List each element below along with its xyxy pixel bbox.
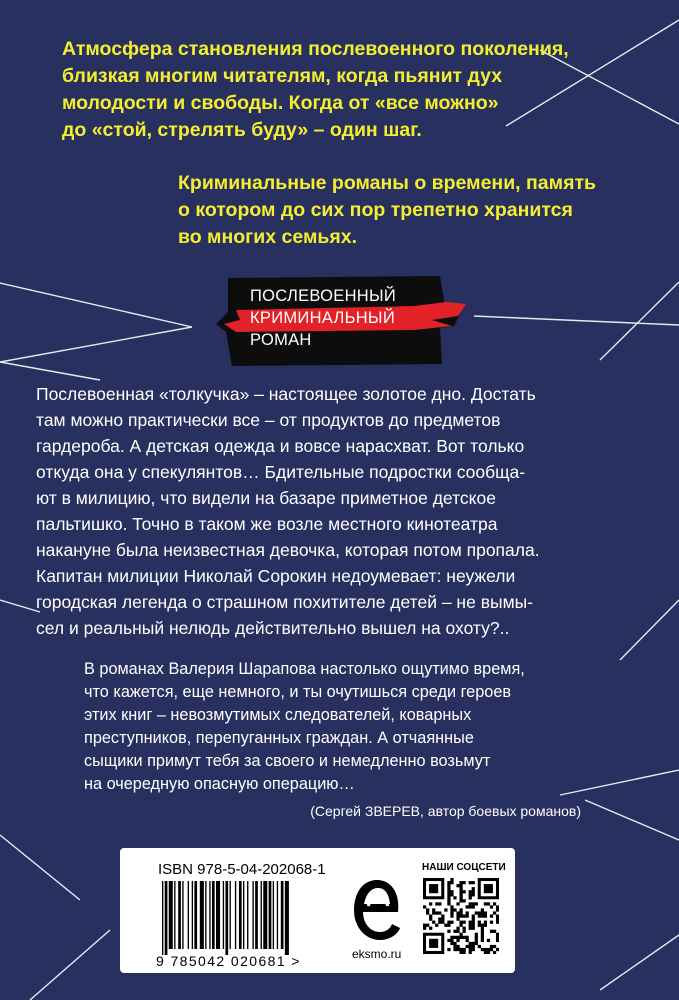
- qr-module: [447, 921, 450, 924]
- series-badge: [214, 272, 474, 368]
- qr-module: [447, 896, 450, 899]
- qr-module: [490, 905, 493, 908]
- qr-module: [472, 927, 475, 930]
- qr-module: [496, 939, 499, 942]
- qr-module: [469, 951, 472, 954]
- qr-module: [456, 939, 459, 942]
- qr-module: [490, 914, 493, 917]
- qr-module: [450, 921, 453, 924]
- qr-module: [481, 911, 484, 914]
- qr-module: [496, 908, 499, 911]
- qr-finder: [484, 884, 493, 893]
- qr-module: [484, 948, 487, 951]
- qr-module: [469, 948, 472, 951]
- qr-module: [490, 930, 493, 933]
- qr-module: [429, 927, 432, 930]
- qr-module: [493, 902, 496, 905]
- qr-module: [472, 887, 475, 890]
- qr-module: [484, 951, 487, 954]
- qr-module: [496, 921, 499, 924]
- qr-code[interactable]: [423, 878, 499, 954]
- qr-module: [447, 890, 450, 893]
- qr-module: [456, 927, 459, 930]
- qr-module: [463, 921, 466, 924]
- qr-module: [469, 881, 472, 884]
- barcode-bar: [281, 881, 284, 949]
- barcode-bar: [255, 881, 258, 949]
- qr-module: [490, 948, 493, 951]
- qr-module: [450, 908, 453, 911]
- eksmo-logo-icon: [350, 876, 404, 944]
- qr-module: [472, 905, 475, 908]
- qr-module: [475, 942, 478, 945]
- qr-module: [466, 905, 469, 908]
- barcode-bar: [225, 881, 228, 955]
- qr-module: [472, 948, 475, 951]
- qr-module: [481, 933, 484, 936]
- qr-module: [438, 911, 441, 914]
- qr-module: [463, 951, 466, 954]
- qr-module: [450, 893, 453, 896]
- barcode-bar: [194, 881, 197, 949]
- qr-module: [472, 918, 475, 921]
- barcode-bar: [261, 881, 262, 949]
- qr-module: [456, 911, 459, 914]
- qr-module: [447, 939, 450, 942]
- qr-module: [456, 902, 459, 905]
- qr-module: [423, 924, 426, 927]
- qr-module: [463, 948, 466, 951]
- qr-module: [447, 881, 450, 884]
- barcode-bar: [162, 881, 163, 955]
- qr-module: [441, 921, 444, 924]
- qr-module: [496, 914, 499, 917]
- barcode-bar: [209, 881, 210, 949]
- qr-module: [441, 914, 444, 917]
- qr-module: [463, 899, 466, 902]
- qr-module: [475, 936, 478, 939]
- qr-module: [450, 878, 453, 881]
- qr-module: [459, 884, 462, 887]
- qr-module: [481, 939, 484, 942]
- qr-module: [450, 890, 453, 893]
- qr-module: [447, 884, 450, 887]
- qr-module: [487, 902, 490, 905]
- review-quote: В романах Валерия Шарапова настолько ощутимо время, что кажется, еще немного, и ты очутишься среди героев этих книг – невозмутимых следователей, коварных преступников, перепуганных граждан. А отчаянные сыщики примут тебя за своего и немедленно возьмут на очередную опасную операцию…: [84, 660, 525, 793]
- qr-module: [459, 881, 462, 884]
- qr-module: [463, 927, 466, 930]
- barcode-bar: [212, 881, 215, 949]
- qr-module: [429, 914, 432, 917]
- qr-module: [450, 914, 453, 917]
- qr-module: [441, 918, 444, 921]
- qr-module: [426, 908, 429, 911]
- intro-paragraph-2: Криминальные романы о времени, память о котором до сих пор трепетно хранится во многих семьях.: [178, 172, 596, 248]
- qr-module: [487, 939, 490, 942]
- qr-module: [444, 924, 447, 927]
- qr-module: [466, 936, 469, 939]
- barcode-bar: [269, 881, 272, 949]
- qr-module: [478, 911, 481, 914]
- qr-module: [447, 887, 450, 890]
- barcode-digits: 9 785042 020681 >: [156, 953, 301, 969]
- qr-module: [456, 884, 459, 887]
- qr-module: [478, 921, 481, 924]
- qr-module: [487, 951, 490, 954]
- qr-module: [475, 939, 478, 942]
- qr-module: [466, 945, 469, 948]
- qr-module: [447, 930, 450, 933]
- qr-module: [432, 921, 435, 924]
- qr-module: [466, 914, 469, 917]
- qr-module: [459, 921, 462, 924]
- qr-module: [484, 902, 487, 905]
- barcode-bar: [252, 881, 253, 949]
- qr-module: [466, 911, 469, 914]
- qr-module: [450, 939, 453, 942]
- synopsis: Послевоенная «толкучка» – настоящее золотое дно. Достать там можно практически все – от продуктов до предметов гардероба. А детская одежда и вовсе нарасхват. Вот только откуда она у спекулянтов… Бдительные подростки сообща- ют в милицию, что видели на базаре приметное детское пальтишко. Точно в таком же возле местного кинотеатра накануне была неизвестная девочка, которая потом пропала. Капитан милиции Николай Сорокин недоумевает: неужели городская легенда о страшном похитителе детей – не вымы- сел и реальный нелюдь действительно вышел на охоту?..: [36, 384, 540, 638]
- qr-module: [432, 911, 435, 914]
- qr-module: [459, 899, 462, 902]
- qr-module: [456, 945, 459, 948]
- barcode-bar: [178, 881, 181, 949]
- qr-module: [469, 921, 472, 924]
- qr-module: [493, 945, 496, 948]
- qr-module: [469, 890, 472, 893]
- qr-module: [450, 936, 453, 939]
- qr-module: [481, 914, 484, 917]
- publisher-site[interactable]: eksmo.ru: [352, 947, 402, 961]
- qr-module: [450, 881, 453, 884]
- barcode-bar: [216, 881, 220, 949]
- qr-module: [459, 924, 462, 927]
- qr-module: [453, 948, 456, 951]
- qr-module: [459, 948, 462, 951]
- qr-module: [484, 921, 487, 924]
- qr-module: [435, 902, 438, 905]
- qr-module: [469, 945, 472, 948]
- barcode-bar: [192, 881, 193, 949]
- qr-module: [459, 887, 462, 890]
- qr-module: [481, 924, 484, 927]
- qr-module: [472, 890, 475, 893]
- barcode-bar: [243, 881, 244, 949]
- qr-module: [493, 930, 496, 933]
- qr-module: [456, 936, 459, 939]
- qr-module: [447, 948, 450, 951]
- qr-module: [496, 948, 499, 951]
- barcode-bar: [230, 881, 231, 949]
- qr-module: [469, 924, 472, 927]
- qr-module: [429, 918, 432, 921]
- qr-module: [472, 893, 475, 896]
- qr-module: [484, 911, 487, 914]
- qr-module: [469, 905, 472, 908]
- qr-module: [426, 911, 429, 914]
- barcode: [160, 881, 340, 955]
- qr-module: [475, 902, 478, 905]
- social-label: НАШИ СОЦСЕТИ: [422, 862, 506, 873]
- barcode-bar: [235, 881, 236, 949]
- qr-module: [472, 921, 475, 924]
- qr-module: [472, 914, 475, 917]
- qr-module: [481, 927, 484, 930]
- qr-module: [453, 908, 456, 911]
- qr-module: [423, 905, 426, 908]
- qr-module: [459, 933, 462, 936]
- qr-module: [496, 936, 499, 939]
- qr-module: [466, 939, 469, 942]
- qr-module: [475, 911, 478, 914]
- qr-module: [438, 918, 441, 921]
- barcode-bar: [188, 881, 189, 949]
- qr-module: [453, 942, 456, 945]
- barcode-bar: [205, 881, 206, 949]
- qr-module: [472, 924, 475, 927]
- barcode-bar: [174, 881, 175, 949]
- qr-module: [463, 914, 466, 917]
- qr-module: [481, 948, 484, 951]
- qr-module: [481, 930, 484, 933]
- isbn: ISBN 978-5-04-202068-1: [158, 861, 326, 878]
- qr-module: [490, 921, 493, 924]
- barcode-bar: [273, 881, 274, 949]
- barcode-bar: [247, 881, 248, 949]
- qr-module: [490, 945, 493, 948]
- qr-module: [459, 893, 462, 896]
- qr-finder: [429, 939, 438, 948]
- qr-module: [450, 942, 453, 945]
- qr-module: [453, 930, 456, 933]
- qr-module: [456, 930, 459, 933]
- qr-module: [435, 911, 438, 914]
- qr-module: [447, 902, 450, 905]
- qr-module: [429, 902, 432, 905]
- qr-module: [447, 899, 450, 902]
- qr-module: [432, 908, 435, 911]
- qr-module: [450, 911, 453, 914]
- qr-module: [423, 927, 426, 930]
- qr-module: [456, 914, 459, 917]
- qr-finder: [429, 884, 438, 893]
- qr-module: [444, 908, 447, 911]
- qr-module: [478, 924, 481, 927]
- intro-paragraph: Атмосфера становления послевоенного поколения, близкая многим читателям, когда пьянит дух молодости и свободы. Когда от «все можно» до «стой, стрелять буду» – один шаг.: [62, 38, 569, 141]
- qr-module: [478, 914, 481, 917]
- qr-module: [459, 911, 462, 914]
- qr-module: [478, 945, 481, 948]
- qr-module: [438, 902, 441, 905]
- barcode-bar: [263, 881, 267, 949]
- qr-module: [472, 945, 475, 948]
- qr-module: [456, 948, 459, 951]
- qr-module: [463, 890, 466, 893]
- qr-module: [493, 951, 496, 954]
- qr-module: [463, 936, 466, 939]
- qr-module: [463, 881, 466, 884]
- barcode-bar: [277, 881, 278, 949]
- qr-module: [463, 930, 466, 933]
- qr-module: [435, 924, 438, 927]
- qr-module: [484, 924, 487, 927]
- qr-module: [481, 908, 484, 911]
- qr-module: [456, 918, 459, 921]
- qr-module: [469, 893, 472, 896]
- qr-module: [496, 905, 499, 908]
- qr-module: [481, 936, 484, 939]
- barcode-bar: [239, 881, 242, 949]
- qr-module: [453, 896, 456, 899]
- qr-module: [447, 893, 450, 896]
- qr-module: [484, 914, 487, 917]
- barcode-bar: [200, 881, 204, 949]
- qr-module: [450, 905, 453, 908]
- qr-module: [447, 924, 450, 927]
- qr-module: [496, 933, 499, 936]
- qr-module: [438, 921, 441, 924]
- qr-module: [469, 902, 472, 905]
- qr-module: [493, 911, 496, 914]
- qr-module: [472, 902, 475, 905]
- qr-module: [453, 945, 456, 948]
- qr-module: [459, 914, 462, 917]
- qr-module: [459, 908, 462, 911]
- review-author: (Сергей ЗВЕРЕВ, автор боевых романов): [310, 803, 581, 819]
- qr-module: [472, 942, 475, 945]
- qr-module: [459, 896, 462, 899]
- qr-module: [426, 924, 429, 927]
- qr-module: [469, 896, 472, 899]
- qr-module: [475, 933, 478, 936]
- series-label: ПОСЛЕВОЕННЫЙ КРИМИНАЛЬНЫЙ РОМАН: [250, 287, 397, 349]
- barcode-bar: [165, 881, 168, 955]
- qr-module: [496, 918, 499, 921]
- qr-module: [472, 881, 475, 884]
- barcode-bar: [223, 881, 224, 949]
- barcode-bar: [285, 881, 289, 955]
- barcode-bar: [182, 881, 183, 949]
- barcode-bar: [169, 881, 173, 949]
- qr-module: [453, 936, 456, 939]
- qr-module: [469, 942, 472, 945]
- barcode-panel: [120, 848, 515, 973]
- qr-module: [459, 936, 462, 939]
- qr-module: [459, 951, 462, 954]
- qr-module: [459, 890, 462, 893]
- qr-module: [487, 948, 490, 951]
- qr-module: [469, 927, 472, 930]
